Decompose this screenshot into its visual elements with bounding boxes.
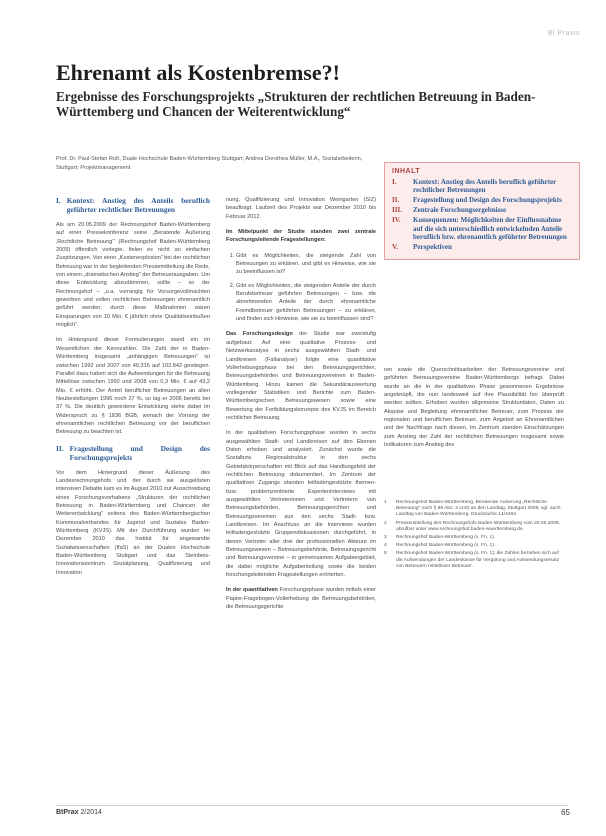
section-heading-1 bbox=[56, 196, 210, 214]
footnote-number: 2 bbox=[384, 520, 387, 526]
toc-number: I. bbox=[392, 178, 397, 186]
table-of-contents bbox=[384, 162, 580, 260]
rubric-label: Bl Praxis bbox=[547, 30, 580, 37]
footnote bbox=[384, 543, 564, 549]
footnote-text: Pressemitteilung des Rechnungshofs Baden-Württemberg vom 20.05.2009, abrufbar unter www.rechnungshof.baden-wuerttemberg.de. bbox=[396, 520, 560, 532]
footer-journal bbox=[56, 809, 102, 816]
paragraph bbox=[226, 330, 376, 422]
toc-item[interactable] bbox=[392, 178, 572, 195]
toc-number: III. bbox=[392, 206, 402, 215]
article-subtitle: Ergebnisse des Forschungsprojekts „Strukturen der rechtlichen Betreuung in Baden-Württemberg und Chancen der Weiterentwicklung“ bbox=[56, 89, 536, 119]
footnote-number: 5 bbox=[384, 551, 387, 557]
section-number: I. bbox=[56, 196, 61, 205]
footnote-number: 1 bbox=[384, 500, 387, 505]
footnote bbox=[384, 521, 564, 533]
paragraph: Als am 20.05.2009 der Rechnungshof Baden-Württemberg auf einer Pressekonferenz seine „Beratende Äußerung ‚Rechtliche Betreuung‘“ (Rechnungshof Baden-Württemberg 2009) öffentlich vorlegte, fielen es nicht an einfachen Zuspitzungen. Von einer „Kostenexplosion“ bei der rechtlichen Betreuung war in der begleitenden Pressemitteilung die Rede, von einem „dramatischen Anstieg“ der Betreuerausgaben. Um diese Entwicklung abzudämmen, sollte – so der Rechnungshof – „u.a. vorrangig für Vorsorgevollmachten geworben und vollen rechtlichen Betreuungen ehrenamtlich geführt werden; durch diese Maßnahmen wären Einsparungen von 10 Mio. € jährlich ohne Qualitätseinbußen möglich“. bbox=[56, 222, 210, 329]
section-number: II. bbox=[56, 443, 64, 453]
toc-label: Kontext: Anstieg des Anteils beruflich geführter rechtlicher Betreuungen bbox=[413, 178, 557, 195]
footnote-number: 3 bbox=[384, 535, 387, 541]
journal-issue: 2/2014 bbox=[80, 809, 102, 816]
question-list bbox=[226, 252, 376, 324]
paragraph-lead: In der quantitativen bbox=[226, 587, 278, 594]
section-heading-2 bbox=[56, 444, 210, 462]
toc-item[interactable] bbox=[392, 216, 572, 241]
paragraph-lead: Im Mittelpunkt der Studie standen zwei zentrale Forschungsleitende Fragestellungen: bbox=[226, 229, 376, 244]
footnote bbox=[384, 535, 564, 541]
toc-item[interactable] bbox=[392, 206, 572, 214]
toc-item[interactable] bbox=[392, 243, 572, 251]
column-1 bbox=[56, 196, 210, 796]
toc-label: Fragestellung und Design des Forschungsprojekts bbox=[413, 196, 562, 205]
toc-label: Perspektiven bbox=[413, 242, 452, 251]
footnotes bbox=[384, 500, 564, 798]
column-3 bbox=[384, 366, 564, 476]
footnote-text: Rechnungshof Baden-Württemberg (s. Fn. 1); die Zahlen beziehen sich auf die Aufwendungen der Landeskasse für Vergütung und Aufwendungsersatz von Betreuern mittelloser Betreuter. bbox=[396, 551, 560, 569]
paragraph bbox=[226, 586, 376, 611]
article-title: Ehrenamt als Kostenbremse?! bbox=[56, 60, 340, 85]
list-item: 1. Gibt es Möglichkeiten, die steigende Zahl von Betreuungen zu erklären, und gibt es Hinweise, wie sie zu beeinflussen ist? bbox=[236, 252, 376, 277]
paragraph: Im Hintergrund dieser Formulierungen stand ein im Wesentlichen der Kennzahlen. Die Zahl der in Baden-Württemberg insgesamt „anhängigen Betreuungen“ ist zwischen 1992 und 2007 von 40.315 auf 102.842 gestiegen. Parallel dazu haben sich die Aufwendungen für die Betreuung Mittellose zwischen 1992 und 2008 von 0,3 Mio. € auf 43,2 Mio. € erhöht. Der Anteil beruflicher Betreuungen an allen Neubestellungen 1996 noch 27 %, so lag er 2006 bereits bei 37 %. Die deutlich gewordene Entwicklung stehe dabei im Widerspruch zu § 1836 BGB, wonach der Vorrang der ehrenamtlichen rechtlichen Betreuung vor der beruflichen Betreuung zu beachten ist. bbox=[56, 337, 210, 436]
paragraph: nung, Qualifizierung und Innovation Weingarten (SIZ) beauftragt. Laufzeit des Projekts war Dezember 2010 bis Februar 2012. bbox=[226, 197, 376, 220]
paragraph: In der qualitativen Forschungsphase wurden in sechs ausgewählten Stadt- und Landkreisen auf den Ebenen Daten erhoben und analysiert. Zunächst wurde die Sozialbzw. Regionalstruktur in den sechs Gebietskörperschaften mit Blick auf das Handlungsfeld der rechtlichen Betreuung dokumentiert. Im Zentrum der qualitativen Zugangs standen leitfadengestützte themen- bzw. problemzentrierte Experteninterviews mit ausgewählten Vertreterinnen und Vertretern von Betreuungsbehörden, Betreuungsgerichten und Betreuungsvereinen aus den sechs Stadt- bzw. Landkreisen. Im Anschluss an die Interviews wurden leitfadengestützte Gruppendiskussionen durchgeführt, in denen Vertreter aller drei der professionellen Akteure im Betreuungswesen – Betreuungsbehörde, Betreuungsgericht und Betreuungsvereine – in gemeinsamen Aufgabengebiet, die dabei mögliche Aufgabenteilung sowie die beiden forschungsleitenden Fragestellungen erörterten. bbox=[226, 430, 376, 579]
toc-label: Konsequenzen: Möglichkeiten der Einflussnahme auf die sich unterschiedlich entwickelnden Anteile beruflich bzw. ehrenamtlich geführter Betreuungen bbox=[413, 216, 567, 241]
paragraph: Vor dem Hintergrund dieser Äußerung des Landesrechnungshofs und der durch sie ausgelösten intensiven Debatte kam es im August 2010 zur Ausschreibung eines Forschungsvorhabens „Strukturen der rechtlichen Betreuung in Baden-Württemberg und Chancen der Weiterentwicklung“ seitens des Baden-Württembergischen Kommunalverbandes für Jugend und Soziales Baden-Württemberg (KVJS). Mit der Durchführung wurden im Dezember 2010 das Institut für angewandte Sozialwissenschaften (IfaS) an der Dualen Hochschule Baden-Württemberg Stuttgart und das Steinbeis-Innovationszentrum Sozialplanung, Qualifizierung und Innovation bbox=[56, 469, 210, 576]
footnote-text: Rechnungshof Baden-Württemberg, Beratende Äußerung „Rechtliche Betreuung“ nach § 88 Abs. 2 LHO an den Landtag, Stuttgart 2009; vgl. auch Landtag von Baden-Württemberg, Drucksache 14/4494. bbox=[396, 500, 561, 518]
toc-number: V. bbox=[392, 242, 398, 251]
footnote bbox=[384, 500, 564, 519]
section-title: Kontext: Anstieg des Anteils beruflich geführter rechtlicher Betreuungen bbox=[66, 196, 210, 214]
footnote bbox=[384, 551, 564, 570]
toc-item[interactable] bbox=[392, 196, 572, 204]
toc-label: Zentrale Forschungsergebnisse bbox=[413, 206, 507, 215]
column-2 bbox=[226, 196, 376, 796]
paragraph-body: Forschungsphase wurden mittels einer Papier-Fragebogen-Vollerhebung die Betreuungsbehörden, die Betreuungsgerichte bbox=[226, 587, 376, 611]
journal-name: BtPrax bbox=[56, 809, 79, 816]
footnote-number: 4 bbox=[384, 543, 387, 549]
toc-number: II. bbox=[392, 196, 400, 205]
paragraph-body: der Studie war zweistufig aufgebaut: Auf eine qualitative Prozess- und Netzwerkanalyse in sechs ausgewählten Stadt- und Landkreisen (Fallanalyse) folgte eine quantitative Vollerhebungsphase bei den Betreuungsgerichten, Betreuungsbehörden und Betreuungsvereinen in Baden-Württemberg. Hinzu kamen die Sekundärauswertung vorliegender Statistiken und Berichte zum Baden-Württembergischen Betreuungswesen sowie eine Bewertung der Fortbildungskonzepte des KVJS im Bereich rechtlicher Betreuung. bbox=[226, 331, 376, 421]
paragraph-lead: Das Forschungsdesign bbox=[226, 331, 293, 338]
toc-number: IV. bbox=[392, 216, 401, 225]
footer-divider bbox=[56, 805, 568, 806]
footnote-text: Rechnungshof Baden-Württemberg (s. Fn. 1). bbox=[396, 535, 496, 541]
toc-heading: INHALT bbox=[392, 168, 421, 175]
footnote-text: Rechnungshof Baden-Württemberg (s. Fn. 1). bbox=[396, 543, 496, 549]
paragraph: ren sowie die Querschnittsarbeiten der Betreuungsvereine und geführten Betreuungsvereine Baden-Württembergs befragt. Dabei wurde an die in der qualitativen Phase gewonnenen Ergebnisse angeknüpft, die nun landesweit auf ihre Plausibilität hin überprüft werden sollten. Erhoben wurden allgemeine Strukturdaten, Daten zu Akquise und Begleitung ehrenamtlicher Betreuer, zum Prozess der regionalen und beruflichen Betreuer, zum Angebot an Ehrenamtlichen und der Nachfrage nach diesen. Im Zentrum standen Einschätzungen zum Anstieg der Zahl der rechtlichen Betreuungen insgesamt sowie Indikatoren zum Anstieg des bbox=[384, 367, 564, 449]
page-number: 65 bbox=[561, 808, 570, 817]
list-item: 2. Gibt es Möglichkeiten, die steigenden Anteile der durch Berufsbetreuer geführten Betreuungen – bzw. die abnehmenden Anteile der durch ehrenamtliche Fremdbetreuer geführten Betreuungen – zu erklären, und finden sich Hinweise, wie sie zu beeinflussen sind? bbox=[236, 282, 376, 324]
author-line: Prof. Dr. Paul-Stefan Roß, Duale Hochschule Baden-Württemberg Stuttgart; Andrea Dorothea Müller, M.A., Sozialarbeiterin, Stuttgart; Projektmanagement bbox=[56, 156, 363, 171]
section-title: Fragestellung und Design des Forschungsprojekts bbox=[69, 443, 210, 462]
